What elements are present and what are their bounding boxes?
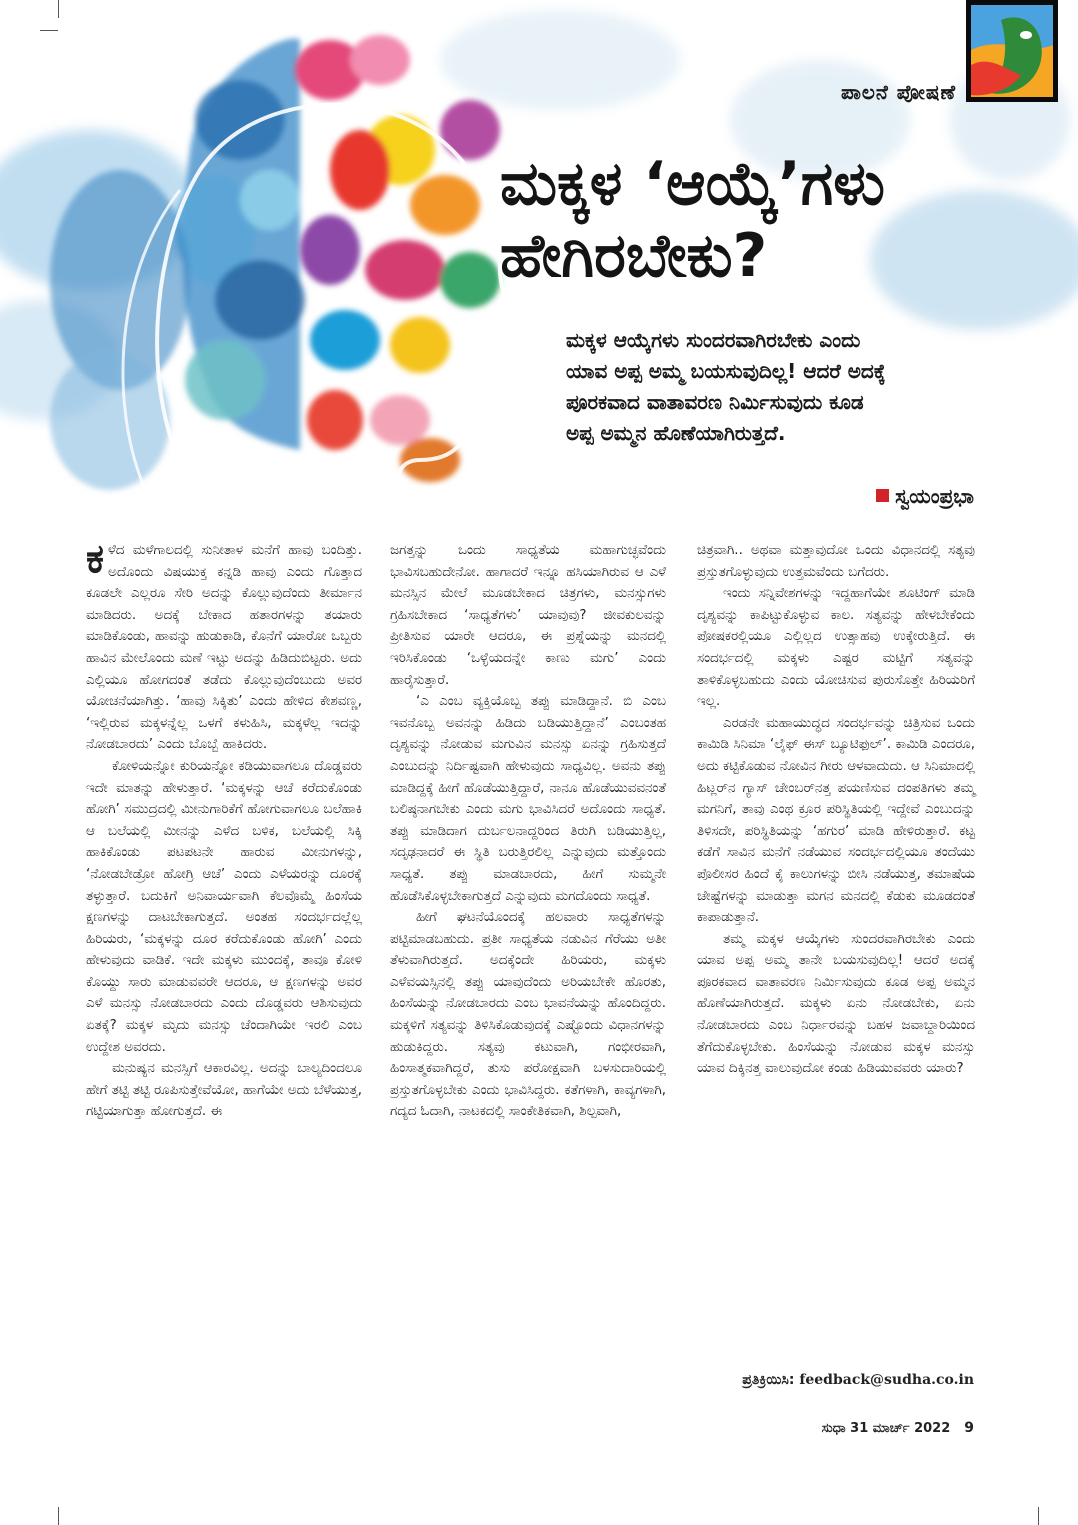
paragraph: ತಮ್ಮ ಮಕ್ಕಳ ಆಯ್ಕೆಗಳು ಸುಂದರವಾಗಿರಬೇಕು ಎಂದು ಯಾವ ಅಪ್ಪ ಅಮ್ಮ ತಾನೇ ಬಯಸುವುದಿಲ್ಲ! ಆದರೆ ಅದಕ್ಕೆ ಪೂರಕವಾದ ವಾತಾವರಣ ನಿರ್ಮಿಸುವುದು ಕೂಡ ಅಪ್ಪ ಅಮ್ಮನ ಹೊಣೆಯಾಗಿರುತ್ತದೆ. ಮಕ್ಕಳು ಏನು ನೋಡಬೇಕು, ಏನು ನೋಡಬಾರದು ಎಂಬ ನಿರ್ಧಾರವನ್ನು ಬಹಳ ಜವಾಬ್ದಾರಿಯಿಂದ ತೆಗೆದುಕೊಳ್ಳಬೇಕು. ಹಿಂಸೆಯನ್ನು ನೋಡುವ ಮಕ್ಕಳ ಮನಸ್ಸು ಯಾವ ದಿಕ್ಕಿನತ್ತ ವಾಲುವುದೋ ಕಂಡು ಹಿಡಿಯುವವರು ಯಾರು? [697, 931, 975, 1077]
paragraph [86, 536, 362, 756]
section-logo [966, 0, 1058, 102]
footer-issue: ಸುಧಾ 31 ಮಾರ್ಚ್ 2022 [821, 1421, 951, 1436]
title-line-1: ಮಕ್ಕಳ ‘ಆಯ್ಕೆ’ಗಳು [500, 149, 885, 219]
paragraph: ಕೋಳಿಯನ್ನೋ ಕುರಿಯನ್ನೋ ಕಡಿಯುವಾಗಲೂ ದೊಡ್ಡವರು ಇದೇ ಮಾತನ್ನು ಹೇಳುತ್ತಾರೆ. ‘ಮಕ್ಕಳನ್ನು ಆಚೆ ಕರೆದುಕೊಂಡು ಹೋಗಿ’ ಸಮುದ್ರದಲ್ಲಿ ಮೀನುಗಾರಿಕೆಗೆ ಹೋಗುವಾಗಲೂ ಬಲೆಹಾಕಿ ಆ ಬಲೆಯಲ್ಲಿ ಮೀನನ್ನು ಎಳೆದ ಬಳಿಕ, ಬಲೆಯಲ್ಲಿ ಸಿಕ್ಕಿ ಹಾಕಿಕೊಂಡು ಪಟಪಟನೇ ಹಾರುವ ಮೀನುಗಳನ್ನು, ‘ನೋಡಬೇಡ್ರೋ ಹೋಗ್ರಿ ಆಚೆ’ ಎಂದು ಎಳೆಯರನ್ನು ದೂರಕ್ಕೆ ತಳ್ಳುತ್ತಾರೆ. ಬದುಕಿಗೆ ಅನಿವಾರ್ಯವಾಗಿ ಕೆಲವೊಮ್ಮೆ ಹಿಂಸೆಯ ಕ್ಷಣಗಳನ್ನು ದಾಟಬೇಕಾಗುತ್ತದೆ. ಅಂತಹ ಸಂದರ್ಭದಲ್ಲೆಲ್ಲ ಹಿರಿಯರು, ‘ಮಕ್ಕಳನ್ನು ದೂರ ಕರೆದುಕೊಂಡು ಹೋಗಿ’ ಎಂದು ಹೇಳುವುದು ವಾಡಿಕೆ. ಇದೇ ಮಕ್ಕಳು ಮುಂದಕ್ಕೆ, ತಾವೂ ಕೋಳಿ ಕೊಯ್ದು ಸಾರು ಮಾಡುವವರೇ ಆದರೂ, ಆ ಕ್ಷಣಗಳನ್ನು ಅವರ ಎಳೆ ಮನಸ್ಸು ನೋಡಬಾರದು ಎಂದು ದೊಡ್ಡವರು ಆಶಿಸುವುದು ಏತಕ್ಕೆ? ಮಕ್ಕಳ ಮೃದು ಮನಸ್ಸು ಚೆಂದಾಗಿಯೇ ಇರಲಿ ಎಂಬ ಉದ್ದೇಶ ಅವರದು. [86, 758, 362, 1055]
paragraph: ಇಂದು ಸನ್ನಿವೇಶಗಳನ್ನು ಇದ್ದಹಾಗೆಯೇ ಶೂಟಿಂಗ್ ಮಾಡಿ ದೃಶ್ಯವನ್ನು ಕಾಪಿಟ್ಟುಕೊಳ್ಳುವ ಕಾಲ. ಸತ್ಯವನ್ನು ಹೇಳಬೇಕೆಂದು ಪೋಷಕರಲ್ಲಿಯೂ ಎಲ್ಲಿಲ್ಲದ ಉತ್ಸಾಹವು ಉಕ್ಕೇರುತ್ತಿದೆ. ಈ ಸಂದರ್ಭದಲ್ಲಿ ಮಕ್ಕಳು ಎಷ್ಟರ ಮಟ್ಟಿಗೆ ಸತ್ಯವನ್ನು ತಾಳಿಕೊಳ್ಳಬಹುದು ಎಂದು ಯೋಚಿಸುವ ಪುರುಸೊತ್ತೇ ಹಿರಿಯರಿಗೆ ಇಲ್ಲ. [697, 586, 975, 710]
body-column-1 [86, 536, 362, 1123]
drop-cap: ಕ [86, 536, 104, 582]
paragraph: ಚಿತ್ರವಾಗಿ.. ಅಥವಾ ಮತ್ತಾವುದೋ ಒಂದು ವಿಧಾನದಲ್ಲಿ ಸತ್ಯವು ಪ್ರಸ್ತುತಗೊಳ್ಳುವುದು ಉತ್ತಮವೆಂದು ಬಗೆದರು. [697, 543, 975, 580]
paragraph: ಮನುಷ್ಯನ ಮನಸ್ಸಿಗೆ ಆಕಾರವಿಲ್ಲ. ಅದನ್ನು ಬಾಲ್ಯದಿಂದಲೂ ಹೇಗೆ ತಟ್ಟಿ ತಟ್ಟಿ ರೂಪಿಸುತ್ತೇವೆಯೋ, ಹಾಗೆಯೇ ಅದು ಬೆಳೆಯುತ್ತ, ಗಟ್ಟಿಯಾಗುತ್ತಾ ಹೋಗುತ್ತದೆ. ಈ [86, 1061, 362, 1120]
title-line-2: ಹೇಗಿರಬೇಕು? [500, 221, 768, 291]
deck-line: ಯಾವ ಅಪ್ಪ ಅಮ್ಮ ಬಯಸುವುದಿಲ್ಲ! ಆದರೆ ಅದಕ್ಕೆ [566, 359, 886, 383]
deck-line: ಮಕ್ಕಳ ಆಯ್ಕೆಗಳು ಸುಂದರವಾಗಿರಬೇಕು ಎಂದು [566, 328, 861, 352]
paragraph: ಎರಡನೇ ಮಹಾಯುದ್ಧದ ಸಂದರ್ಭವನ್ನು ಚಿತ್ರಿಸುವ ಒಂದು ಕಾಮಿಡಿ ಸಿನಿಮಾ ‘ಲೈಫ್ ಈಸ್ ಬ್ಯೂಟಿಫುಲ್’. ಕಾಮಿಡಿ ಎಂದರೂ, ಅದು ಕಟ್ಟಿಕೊಡುವ ನೋವಿನ ಗೀರು ಆಳವಾದುದು. ಆ ಸಿನಿಮಾದಲ್ಲಿ ಹಿಟ್ಲರ್‌ನ ಗ್ಯಾಸ್ ಚೇಂಬರ್‌ನತ್ತ ಪಯಣಿಸುವ ದಂಪತಿಗಳು ತಮ್ಮ ಮಗನಿಗೆ, ತಾವು ಎಂಥ ಕ್ರೂರ ಪರಿಸ್ಥಿತಿಯಲ್ಲಿ ಇದ್ದೇವೆ ಎಂಬುದನ್ನು ತಿಳಿಸದೇ, ಪರಿಸ್ಥಿತಿಯನ್ನು ‘ಹಗುರ’ ಮಾಡಿ ಹೇಳಿರುತ್ತಾರೆ. ಕಟ್ಟ ಕಡೆಗೆ ಸಾವಿನ ಮನೆಗೆ ನಡೆಯುವ ಸಂದರ್ಭದಲ್ಲಿಯೂ ತಂದೆಯು ಪೊಲೀಸರ ಹಿಂದೆ ಕೈ ಕಾಲುಗಳನ್ನು ಬೀಸಿ ನಡೆಯುತ್ತ, ತಮಾಷೆಯ ಚೇಷ್ಟೆಗಳನ್ನು ಮಾಡುತ್ತಾ ಮಗನ ಮನದಲ್ಲಿ ಕೆಡುಕು ಮೂಡದಂತೆ ಕಾಪಾಡುತ್ತಾನೆ. [697, 715, 975, 926]
byline-square-icon [876, 489, 889, 502]
body-column-2 [390, 540, 666, 1123]
deck-line: ಅಪ್ಪ ಅಮ್ಮನ ಹೊಣೆಯಾಗಿರುತ್ತದೆ. [566, 421, 786, 445]
paragraph: ‘ಎ ಎಂಬ ವ್ಯಕ್ತಿಯೊಬ್ಬ ತಪ್ಪು ಮಾಡಿದ್ದಾನೆ. ಬಿ ಎಂಬ ಇವನೊಬ್ಬ ಅವನನ್ನು ಹಿಡಿದು ಬಡಿಯುತ್ತಿದ್ದಾನೆ’ ಎಂಬಂತಹ ದೃಶ್ಯವನ್ನು ನೋಡುವ ಮಗುವಿನ ಮನಸ್ಸು ಏನನ್ನು ಗ್ರಹಿಸುತ್ತದೆ ಎಂಬುದನ್ನು ನಿರ್ದಿಷ್ಟವಾಗಿ ಹೇಳುವುದು ಸಾಧ್ಯವಿಲ್ಲ. ಅವನು ತಪ್ಪು ಮಾಡಿದ್ದಕ್ಕೆ ಹೀಗೆ ಹೊಡೆಯುತ್ತಿದ್ದಾರೆ, ನಾನೂ ಹೊಡೆಯುವವನಂತೆ ಬಲಿಷ್ಠನಾಗಬೇಕು ಎಂದು ಮಗು ಭಾವಿಸಿದರೆ ಅದೊಂದು ಸಾಧ್ಯತೆ. ತಪ್ಪು ಮಾಡಿದಾಗ ದುರ್ಬಲನಾದ್ದರಿಂದ ತಿರುಗಿ ಬಡಿಯುತ್ತಿಲ್ಲ, ಸದೃಢನಾದರೆ ಈ ಸ್ಥಿತಿ ಬರುತ್ತಿರಲಿಲ್ಲ ಎನ್ನುವುದು ಮತ್ತೊಂದು ಸಾಧ್ಯತೆ. ತಪ್ಪು ಮಾಡಬಾರದು, ಹೀಗೆ ಸುಮ್ಮನೇ ಹೊಡೆಸಿಕೊಳ್ಳಬೇಕಾಗುತ್ತದೆ ಎನ್ನುವುದು ಮಗದೊಂದು ಸಾಧ್ಯತೆ. [390, 694, 666, 904]
crop-mark [58, 0, 59, 18]
paragraph: ಜಗತ್ತನ್ನು ಒಂದು ಸಾಧ್ಯತೆಯ ಮಹಾಗುಚ್ಛವೆಂದು ಭಾವಿಸಬಹುದೇನೋ. ಹಾಗಾದರೆ ಇನ್ನೂ ಹಸಿಯಾಗಿರುವ ಆ ಎಳೆ ಮನಸ್ಸಿನ ಮೇಲೆ ಮೂಡಬೇಕಾದ ಚಿತ್ರಗಳು, ಮನಸ್ಸುಗಳು ಗ್ರಹಿಸಬೇಕಾದ ‘ಸಾಧ್ಯತೆಗಳು’ ಯಾವುವು? ಜೀವಕುಲವನ್ನು ಪ್ರೀತಿಸುವ ಯಾರೇ ಆದರೂ, ಈ ಪ್ರಶ್ನೆಯನ್ನು ಮನದಲ್ಲಿ ಇರಿಸಿಕೊಂಡು ‘ಒಳ್ಳೆಯದನ್ನೇ ಕಾಣು ಮಗು’ ಎಂದು ಹಾರೈಸುತ್ತಾರೆ. [390, 543, 666, 688]
author-name: ಸ್ವಯಂಪ್ರಭಾ [895, 484, 974, 508]
byline [876, 484, 974, 508]
crop-mark [40, 30, 58, 31]
body-column-3 [697, 540, 975, 1080]
feedback-email-link[interactable]: feedback@sudha.co.in [799, 1372, 974, 1388]
parenting-logo-icon [971, 5, 1053, 97]
crop-mark [58, 1507, 59, 1525]
feedback-label: ಪ್ರತಿಕ್ರಿಯಿಸಿ: [742, 1372, 795, 1388]
section-label: ಪಾಲನೆ ಪೋಷಣೆ [841, 80, 956, 104]
crop-mark [1038, 1507, 1039, 1525]
page-number: 9 [964, 1420, 974, 1436]
feedback-line [742, 1372, 974, 1388]
paragraph: ಹೀಗೆ ಘಟನೆಯೊಂದಕ್ಕೆ ಹಲವಾರು ಸಾಧ್ಯತೆಗಳನ್ನು ಪಟ್ಟಿಮಾಡಬಹುದು. ಪ್ರತೀ ಸಾಧ್ಯತೆಯ ನಡುವಿನ ಗೆರೆಯು ಅತೀ ತೆಳುವಾಗಿರುತ್ತದೆ. ಅದಕ್ಕೆಂದೇ ಹಿರಿಯರು, ಮಕ್ಕಳು ಎಳೆವಯಸ್ಸಿನಲ್ಲಿ ತಪ್ಪು ಯಾವುದೆಂದು ಅರಿಯಬೇಕೇ ಹೊರತು, ಹಿಂಸೆಯನ್ನು ನೋಡಬಾರದು ಎಂಬ ಭಾವನೆಯನ್ನು ಹೊಂದಿದ್ದರು. ಮಕ್ಕಳಿಗೆ ಸತ್ಯವನ್ನು ತಿಳಿಸಿಕೊಡುವುದಕ್ಕೆ ಎಷ್ಟೊಂದು ವಿಧಾನಗಳನ್ನು ಹುಡುಕಿದ್ದರು. ಸತ್ಯವು ಕಟುವಾಗಿ, ಗಂಭೀರವಾಗಿ, ಹಿಂಸಾತ್ಮಕವಾಗಿದ್ದರೆ, ತುಸು ಪರೋಕ್ಷವಾಗಿ ಬಳಸುದಾರಿಯಲ್ಲಿ ಪ್ರಸ್ತುತಗೊಳ್ಳಬೇಕು ಎಂದು ಭಾವಿಸಿದ್ದರು. ಕತೆಗಳಾಗಿ, ಕಾವ್ಯಗಳಾಗಿ, ಗದ್ಯದ ಓದಾಗಿ, ನಾಟಕದಲ್ಲಿ ಸಾಂಕೇತಿಕವಾಗಿ, ಶಿಲ್ಪವಾಗಿ, [390, 910, 666, 1120]
article-title [500, 148, 1060, 292]
page-footer [822, 1420, 974, 1436]
deck-line: ಪೂರಕವಾದ ವಾತಾವರಣ ನಿರ್ಮಿಸುವುದು ಕೂಡ [566, 390, 864, 414]
article-deck [566, 325, 986, 449]
paragraph-text: ಳೆದ ಮಳೆಗಾಲದಲ್ಲಿ ಸುನೀತಾಳ ಮನೆಗೆ ಹಾವು ಬಂದಿತ್ತು. ಅದೊಂದು ವಿಷಯುಕ್ತ ಕನ್ನಡಿ ಹಾವು ಎಂದು ಗೊತ್ತಾದ ಕೂಡಲೇ ಎಲ್ಲರೂ ಸೇರಿ ಅದನ್ನು ಕೊಲ್ಲುವುದೆಂದು ತೀರ್ಮಾನ ಮಾಡಿದರು. ಅದಕ್ಕೆ ಬೇಕಾದ ಹತಾರಗಳನ್ನು ತಯಾರು ಮಾಡಿಕೊಂಡು, ಹಾವನ್ನು ಹುಡುಕಾಡಿ, ಕೊನೆಗೆ ಯಾರೋ ಒಬ್ಬರು ಹಾವಿನ ಮೇಲೊಂದು ಮಣೆ ಇಟ್ಟು ಅದನ್ನು ಹಿಡಿದುಬಿಟ್ಟರು. ಅದು ಎಲ್ಲಿಯೂ ಹೋಗದಂತೆ ತಡೆದು ಕೊಲ್ಲುವುದೆಂಬುದು ಅವರ ಯೋಚನೆಯಾಗಿತ್ತು. ‘ಹಾವು ಸಿಕ್ಕಿತು’ ಎಂದು ಹೇಳಿದ ಕೇಶವಣ್ಣ, ‘ಇಲ್ಲಿರುವ ಮಕ್ಕಳನ್ನೆಲ್ಲ ಒಳಗೆ ಕಳುಹಿಸಿ, ಮಕ್ಕಳೆಲ್ಲ ಇದನ್ನು ನೋಡಬಾರದು’ ಎಂದು ಬೊಬ್ಬೆ ಹಾಕಿದರು. [86, 543, 362, 753]
